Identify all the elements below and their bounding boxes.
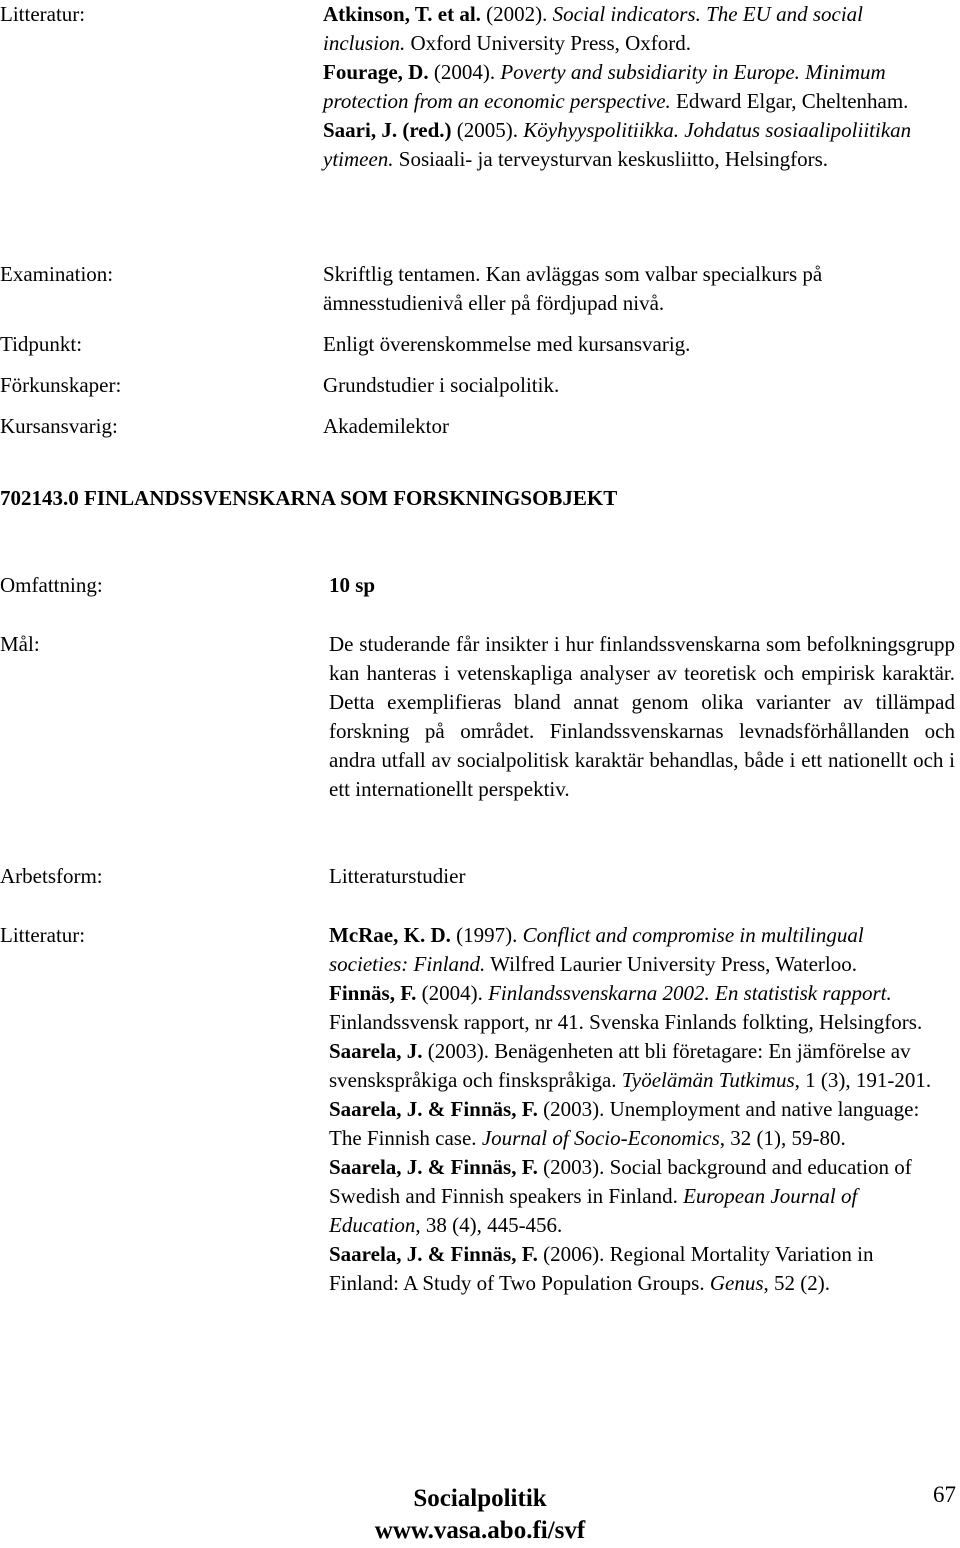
arbetsform-label: Arbetsform:	[0, 864, 103, 888]
reference-list-1	[323, 0, 938, 174]
reference-journal: Työelämän Tutkimus	[621, 1068, 795, 1092]
litteratur-label-1: Litteratur:	[0, 2, 86, 26]
reference-author: Fourage, D.	[323, 60, 429, 84]
kursansvarig-label: Kursansvarig:	[0, 414, 118, 438]
reference-details: , 52 (2).	[763, 1271, 831, 1295]
kursansvarig-value: Akademilektor	[323, 414, 449, 438]
reference-year: (2003).	[537, 1155, 610, 1179]
reference-author: Saarela, J.	[329, 1039, 423, 1063]
reference-title: Poverty and subsidiarity in Europe. Minimum protection from an economic perspective.	[323, 60, 886, 113]
reference-item	[329, 1095, 939, 1153]
forkunskaper-value: Grundstudier i socialpolitik.	[323, 373, 560, 397]
reference-rest: Wilfred Laurier University Press, Waterloo.	[485, 952, 857, 976]
reference-year: (2004).	[428, 60, 501, 84]
forkunskaper-label: Förkunskaper:	[0, 373, 122, 397]
reference-list-2	[329, 921, 939, 1298]
reference-details: , 38 (4), 445-456.	[415, 1213, 563, 1237]
reference-year: (2003).	[537, 1097, 610, 1121]
reference-author: Saarela, J. & Finnäs, F.	[329, 1242, 538, 1266]
reference-journal: Journal of Socio-Economics	[481, 1126, 720, 1150]
reference-title: Conflict and compromise in multilingual societies: Finland.	[329, 923, 864, 976]
reference-rest: Regional Mortality Variation in Finland: A Study of Two Population Groups.	[329, 1242, 874, 1295]
omfattning-value: 10 sp	[329, 573, 376, 597]
page-number: 67	[933, 1482, 956, 1507]
reference-year: (2004).	[416, 981, 489, 1005]
reference-author: Saari, J. (red.)	[323, 118, 452, 142]
reference-author: Atkinson, T. et al.	[323, 2, 481, 26]
reference-item	[329, 979, 939, 1037]
reference-item	[329, 1240, 939, 1298]
reference-journal: European Journal of Education	[329, 1184, 858, 1237]
reference-author: Saarela, J. & Finnäs, F.	[329, 1097, 538, 1121]
reference-item	[323, 0, 938, 58]
mal-label: Mål:	[0, 632, 40, 656]
reference-rest: Finlandssvensk rapport, nr 41. Svenska Finlands folkting, Helsingfors.	[329, 1010, 923, 1034]
reference-item	[323, 116, 938, 174]
reference-year: (2006).	[537, 1242, 610, 1266]
reference-rest: Sosiaali- ja terveysturvan keskusliitto, Helsingfors.	[393, 147, 829, 171]
reference-item	[323, 58, 938, 116]
reference-item	[329, 1037, 939, 1095]
tidpunkt-label: Tidpunkt:	[0, 332, 83, 356]
reference-title: Social indicators. The EU and social inclusion.	[323, 2, 863, 55]
arbetsform-value: Litteraturstudier	[329, 864, 466, 888]
footer-url: www.vasa.abo.fi/svf	[374, 1517, 586, 1544]
reference-year: (2003).	[422, 1039, 495, 1063]
reference-title: Finlandssvenskarna 2002. En statistisk rapport.	[488, 981, 892, 1005]
examination-value: Skriftlig tentamen. Kan avläggas som valbar specialkurs på ämnesstudienivå eller på fördjupad nivå.	[323, 262, 823, 315]
reference-author: McRae, K. D.	[329, 923, 451, 947]
reference-rest: Unemployment and native language: The Finnish case.	[329, 1097, 920, 1150]
reference-title: Köyhyyspolitiikka. Johdatus sosiaalipoliitikan ytimeen.	[323, 118, 912, 171]
omfattning-label: Omfattning:	[0, 573, 103, 597]
reference-journal: Genus	[709, 1271, 764, 1295]
course-heading: 702143.0 FINLANDSSVENSKARNA SOM FORSKNINGSOBJEKT	[0, 486, 618, 510]
reference-author: Saarela, J. & Finnäs, F.	[329, 1155, 538, 1179]
reference-year: (2005).	[451, 118, 524, 142]
litteratur-label-2: Litteratur:	[0, 923, 86, 947]
footer-title: Socialpolitik	[413, 1485, 547, 1512]
mal-value: De studerande får insikter i hur finlandssvenskarna som befolkningsgrupp kan hanteras i vetenskapliga analyser av teoretisk och empirisk karaktär. Detta exemplifieras bland annat genom olika varianter av tillämpad forskning på området. Finlandssvenskarnas levnadsförhållanden och andra utfall av socialpolitisk karaktär behandlas, både i ett nationellt och i ett internationellt perspektiv.	[329, 632, 955, 801]
tidpunkt-value: Enligt överenskommelse med kursansvarig.	[323, 332, 691, 356]
reference-item	[329, 1153, 939, 1240]
reference-year: (1997).	[450, 923, 523, 947]
reference-year: (2002).	[480, 2, 553, 26]
reference-author: Finnäs, F.	[329, 981, 417, 1005]
reference-rest: Edward Elgar, Cheltenham.	[670, 89, 909, 113]
reference-details: , 32 (1), 59-80.	[719, 1126, 846, 1150]
reference-rest: Benägenheten att bli företagare: En jämförelse av svenskspråkiga och finskspråkiga.	[329, 1039, 911, 1092]
reference-details: , 1 (3), 191-201.	[794, 1068, 932, 1092]
reference-item	[329, 921, 939, 979]
reference-rest: Social background and education of Swedish and Finnish speakers in Finland.	[329, 1155, 912, 1208]
reference-rest: Oxford University Press, Oxford.	[405, 31, 692, 55]
examination-label: Examination:	[0, 262, 114, 286]
